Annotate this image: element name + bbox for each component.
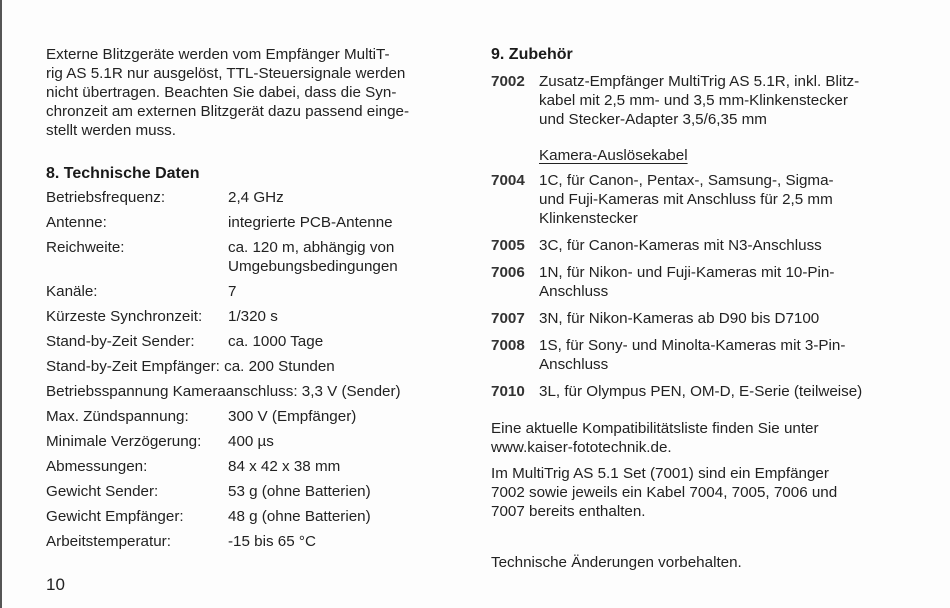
accessory-code: 7005 <box>491 237 525 254</box>
intro-paragraph <box>46 45 466 140</box>
text-line: nicht übertragen. Beachten Sie dabei, dass die Syn- <box>46 84 397 101</box>
spec-row: Betriebsspannung Kameraanschluss: 3,3 V (Sender) <box>46 383 401 400</box>
spec-row: Stand-by-Zeit Empfänger: ca. 200 Stunden <box>46 358 335 375</box>
text-line: und Stecker-Adapter 3,5/6,35 mm <box>539 111 767 128</box>
spec-key: Gewicht Sender: <box>46 483 159 500</box>
text-line: Im MultiTrig AS 5.1 Set (7001) sind ein Empfänger <box>491 465 829 482</box>
spec-value: 1/320 s <box>228 308 278 325</box>
text-line: Klinkenstecker <box>539 210 638 227</box>
text-line: 7007 bereits enthalten. <box>491 503 646 520</box>
spec-row <box>46 532 466 551</box>
set-contents-note <box>491 464 921 521</box>
spec-key: Betriebsfrequenz: <box>46 189 166 206</box>
accessory-code: 7006 <box>491 264 525 281</box>
spec-value: -15 bis 65 °C <box>228 533 316 550</box>
right-column <box>491 45 921 572</box>
section-title-accessories: 9. Zubehör <box>491 46 573 63</box>
spec-key: Max. Zündspannung: <box>46 408 189 425</box>
accessory-item <box>491 236 921 255</box>
accessory-item <box>491 72 921 129</box>
spec-value: 84 x 42 x 38 mm <box>228 458 341 475</box>
spec-row <box>46 457 466 476</box>
text-line: 1N, für Nikon- und Fuji-Kameras mit 10-Pin- <box>539 264 835 281</box>
spec-row <box>46 507 466 526</box>
left-column <box>46 45 466 551</box>
spec-value: 2,4 GHz <box>228 189 284 206</box>
text-line: kabel mit 2,5 mm- und 3,5 mm-Klinkenstecker <box>539 92 848 109</box>
spec-value: integrierte PCB-Antenne <box>228 214 393 231</box>
text-line: Externe Blitzgeräte werden vom Empfänger MultiT- <box>46 46 390 63</box>
page-number: 10 <box>46 575 65 594</box>
accessory-code: 7008 <box>491 337 525 354</box>
subheading-camera-cables: Kamera-Auslösekabel <box>539 147 688 164</box>
spec-value: 7 <box>228 283 237 300</box>
spec-row <box>46 282 466 301</box>
text-line: chronzeit am externen Blitzgerät dazu passend einge- <box>46 103 410 120</box>
accessory-description <box>539 263 921 301</box>
accessory-code: 7010 <box>491 383 525 400</box>
text-line: rig AS 5.1R nur ausgelöst, TTL-Steuersignale werden <box>46 65 406 82</box>
text-line: 1S, für Sony- und Minolta-Kameras mit 3-Pin- <box>539 337 846 354</box>
accessory-item <box>491 171 921 228</box>
accessory-code: 7004 <box>491 172 525 189</box>
text-line: 1C, für Canon-, Pentax-, Samsung-, Sigma- <box>539 172 834 189</box>
accessory-item <box>491 309 921 328</box>
spec-key: Gewicht Empfänger: <box>46 508 184 525</box>
text-line: Eine aktuelle Kompatibilitätsliste finden Sie unter <box>491 420 819 437</box>
accessory-item <box>491 382 921 401</box>
spec-row <box>46 213 466 232</box>
accessory-code: 7002 <box>491 73 525 90</box>
compatibility-note <box>491 419 921 457</box>
text-line: Anschluss <box>539 356 609 373</box>
footer-note: Technische Änderungen vorbehalten. <box>491 554 742 571</box>
spec-row <box>46 432 466 451</box>
spec-value-line: ca. 120 m, abhängig von <box>228 239 395 256</box>
accessory-description: 3N, für Nikon-Kameras ab D90 bis D7100 <box>539 310 820 327</box>
text-line: Zusatz-Empfänger MultiTrig AS 5.1R, inkl. Blitz- <box>539 73 860 90</box>
text-line: stellt werden muss. <box>46 122 176 139</box>
accessory-description <box>539 171 921 228</box>
spec-row <box>46 407 466 426</box>
text-line: 7002 sowie jeweils ein Kabel 7004, 7005, 7006 und <box>491 484 838 501</box>
text-line: www.kaiser-fototechnik.de. <box>491 439 672 456</box>
spec-value: 400 µs <box>228 433 274 450</box>
spec-row <box>46 238 466 276</box>
page-edge <box>0 0 2 608</box>
spec-key: Kürzeste Synchronzeit: <box>46 308 203 325</box>
spec-value-line: Umgebungsbedingungen <box>228 258 398 275</box>
accessory-item <box>491 263 921 301</box>
accessory-description <box>539 336 921 374</box>
accessory-item <box>491 336 921 374</box>
text-line: und Fuji-Kameras mit Anschluss für 2,5 mm <box>539 191 833 208</box>
accessory-description: 3C, für Canon-Kameras mit N3-Anschluss <box>539 237 822 254</box>
spec-value: ca. 1000 Tage <box>228 333 324 350</box>
spec-key: Kanäle: <box>46 283 98 300</box>
spec-row <box>46 482 466 501</box>
accessory-code: 7007 <box>491 310 525 327</box>
spec-value: 48 g (ohne Batterien) <box>228 508 371 525</box>
spec-key: Minimale Verzögerung: <box>46 433 202 450</box>
spec-row <box>46 332 466 351</box>
accessory-description <box>539 72 921 129</box>
spec-key: Abmessungen: <box>46 458 148 475</box>
spec-key: Stand-by-Zeit Sender: <box>46 333 195 350</box>
section-title-technical-data: 8. Technische Daten <box>46 165 200 182</box>
text-line: Anschluss <box>539 283 609 300</box>
spec-list <box>46 188 466 551</box>
spec-key: Arbeitstemperatur: <box>46 533 171 550</box>
spec-value <box>228 238 466 276</box>
spec-key: Reichweite: <box>46 239 125 256</box>
spec-row <box>46 188 466 207</box>
spec-row <box>46 307 466 326</box>
accessory-description: 3L, für Olympus PEN, OM-D, E-Serie (teilweise) <box>539 383 863 400</box>
spec-value: 53 g (ohne Batterien) <box>228 483 371 500</box>
spec-key: Antenne: <box>46 214 107 231</box>
spec-value: 300 V (Empfänger) <box>228 408 357 425</box>
